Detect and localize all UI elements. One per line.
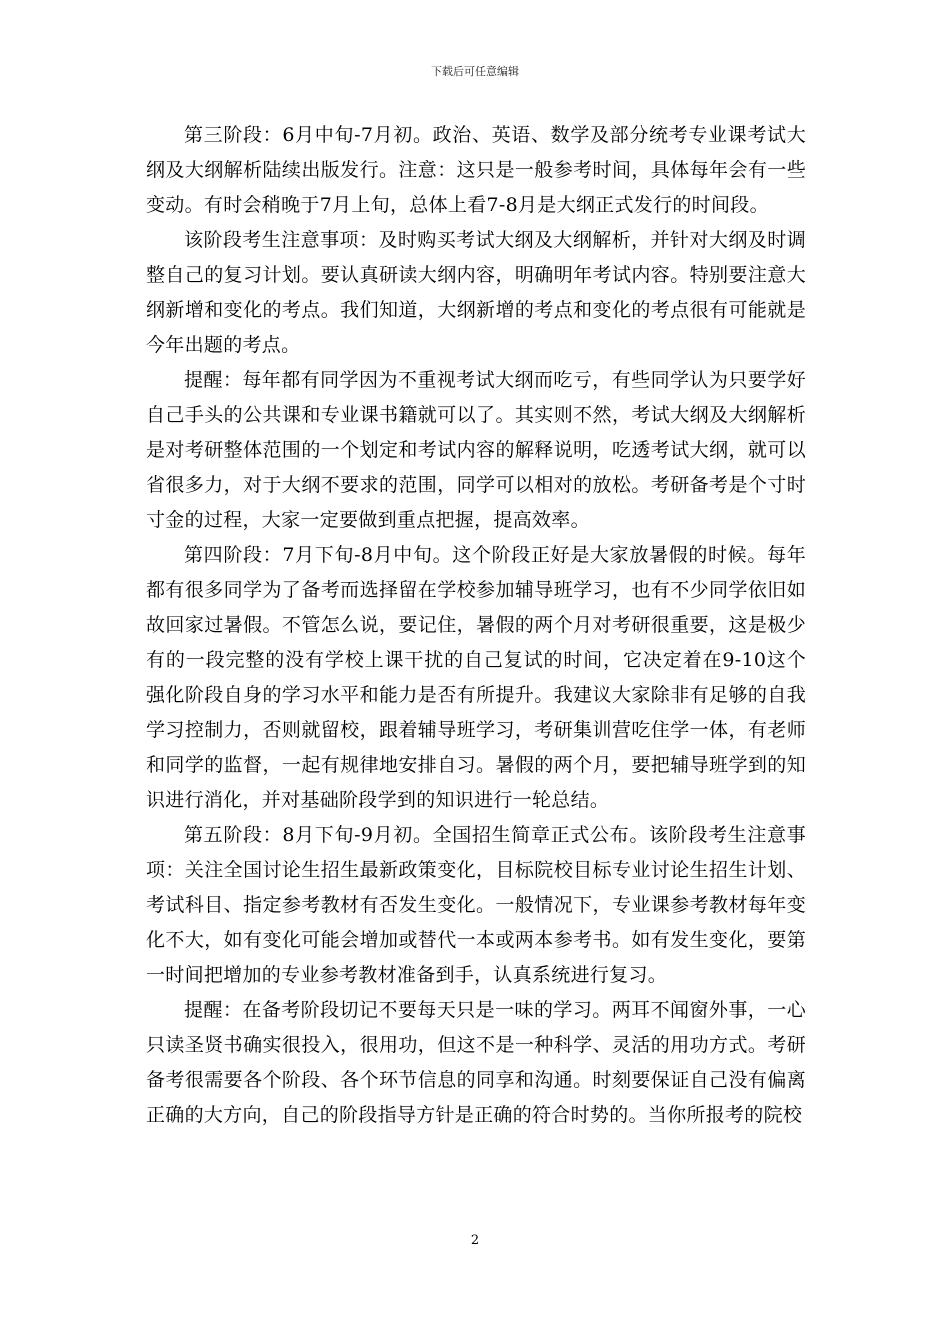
paragraph-stage-three-notes: 该阶段考生注意事项：及时购买考试大纲及大纲解析，并针对大纲及时调整自己的复习计划。要认真研读大纲内容，明确明年考试内容。特别要注意大纲新增和变化的考点。我们知道，大纲新增的考点和变化的考点很有可能就是今年出题的考点。 [146, 229, 806, 356]
paragraph-stage-three: 第三阶段：6月中旬-7月初。政治、英语、数学及部分统考专业课考试大纲及大纲解析陆续出版发行。注意：这只是一般参考时间，具体每年会有一些变动。有时会稍晚于7月上旬，总体上看7-8月是大纲正式发行的时间段。 [146, 124, 806, 216]
paragraph-stage-five: 第五阶段：8月下旬-9月初。全国招生简章正式公布。该阶段考生注意事项：关注全国讨论生招生最新政策变化，目标院校目标专业讨论生招生计划、考试科目、指定参考教材有否发生变化。一般情况下，专业课参考教材每年变化不大，如有变化可能会增加或替代一本或两本参考书。如有发生变化，要第一时间把增加的专业参考教材准备到手，认真系统进行复习。 [146, 824, 806, 986]
paragraph-reminder-information: 提醒：在备考阶段切记不要每天只是一味的学习。两耳不闻窗外事，一心只读圣贤书确实很投入，很用功，但这不是一种科学、灵活的用功方式。考研备考很需要各个阶段、各个环节信息的同享和沟通。时刻要保证自己没有偏离正确的大方向，自己的阶段指导方针是正确的符合时势的。当你所报考的院校 [146, 999, 806, 1126]
paragraph-reminder-syllabus: 提醒：每年都有同学因为不重视考试大纲而吃亏，有些同学认为只要学好自己手头的公共课和专业课书籍就可以了。其实则不然，考试大纲及大纲解析是对考研整体范围的一个划定和考试内容的解释说明，吃透考试大纲，就可以省很多力，对于大纲不要求的范围，同学可以相对的放松。考研备考是个寸时寸金的过程，大家一定要做到重点把握，提高效率。 [146, 369, 806, 531]
page-number: 2 [470, 1233, 480, 1248]
document-body [146, 118, 806, 1133]
paragraph-stage-four: 第四阶段：7月下旬-8月中旬。这个阶段正好是大家放暑假的时候。每年都有很多同学为了备考而选择留在学校参加辅导班学习，也有不少同学依旧如故回家过暑假。不管怎么说，要记住，暑假的两个月对考研很重要，这是极少有的一段完整的没有学校上课干扰的自己复试的时间，它决定着在9-10这个强化阶段自身的学习水平和能力是否有所提升。我建议大家除非有足够的自我学习控制力，否则就留校，跟着辅导班学习，考研集训营吃住学一体，有老师和同学的监督，一起有规律地安排自习。暑假的两个月，要把辅导班学到的知识进行消化，并对基础阶段学到的知识进行一轮总结。 [146, 544, 806, 811]
page-header: 下载后可任意编辑 [431, 65, 519, 78]
